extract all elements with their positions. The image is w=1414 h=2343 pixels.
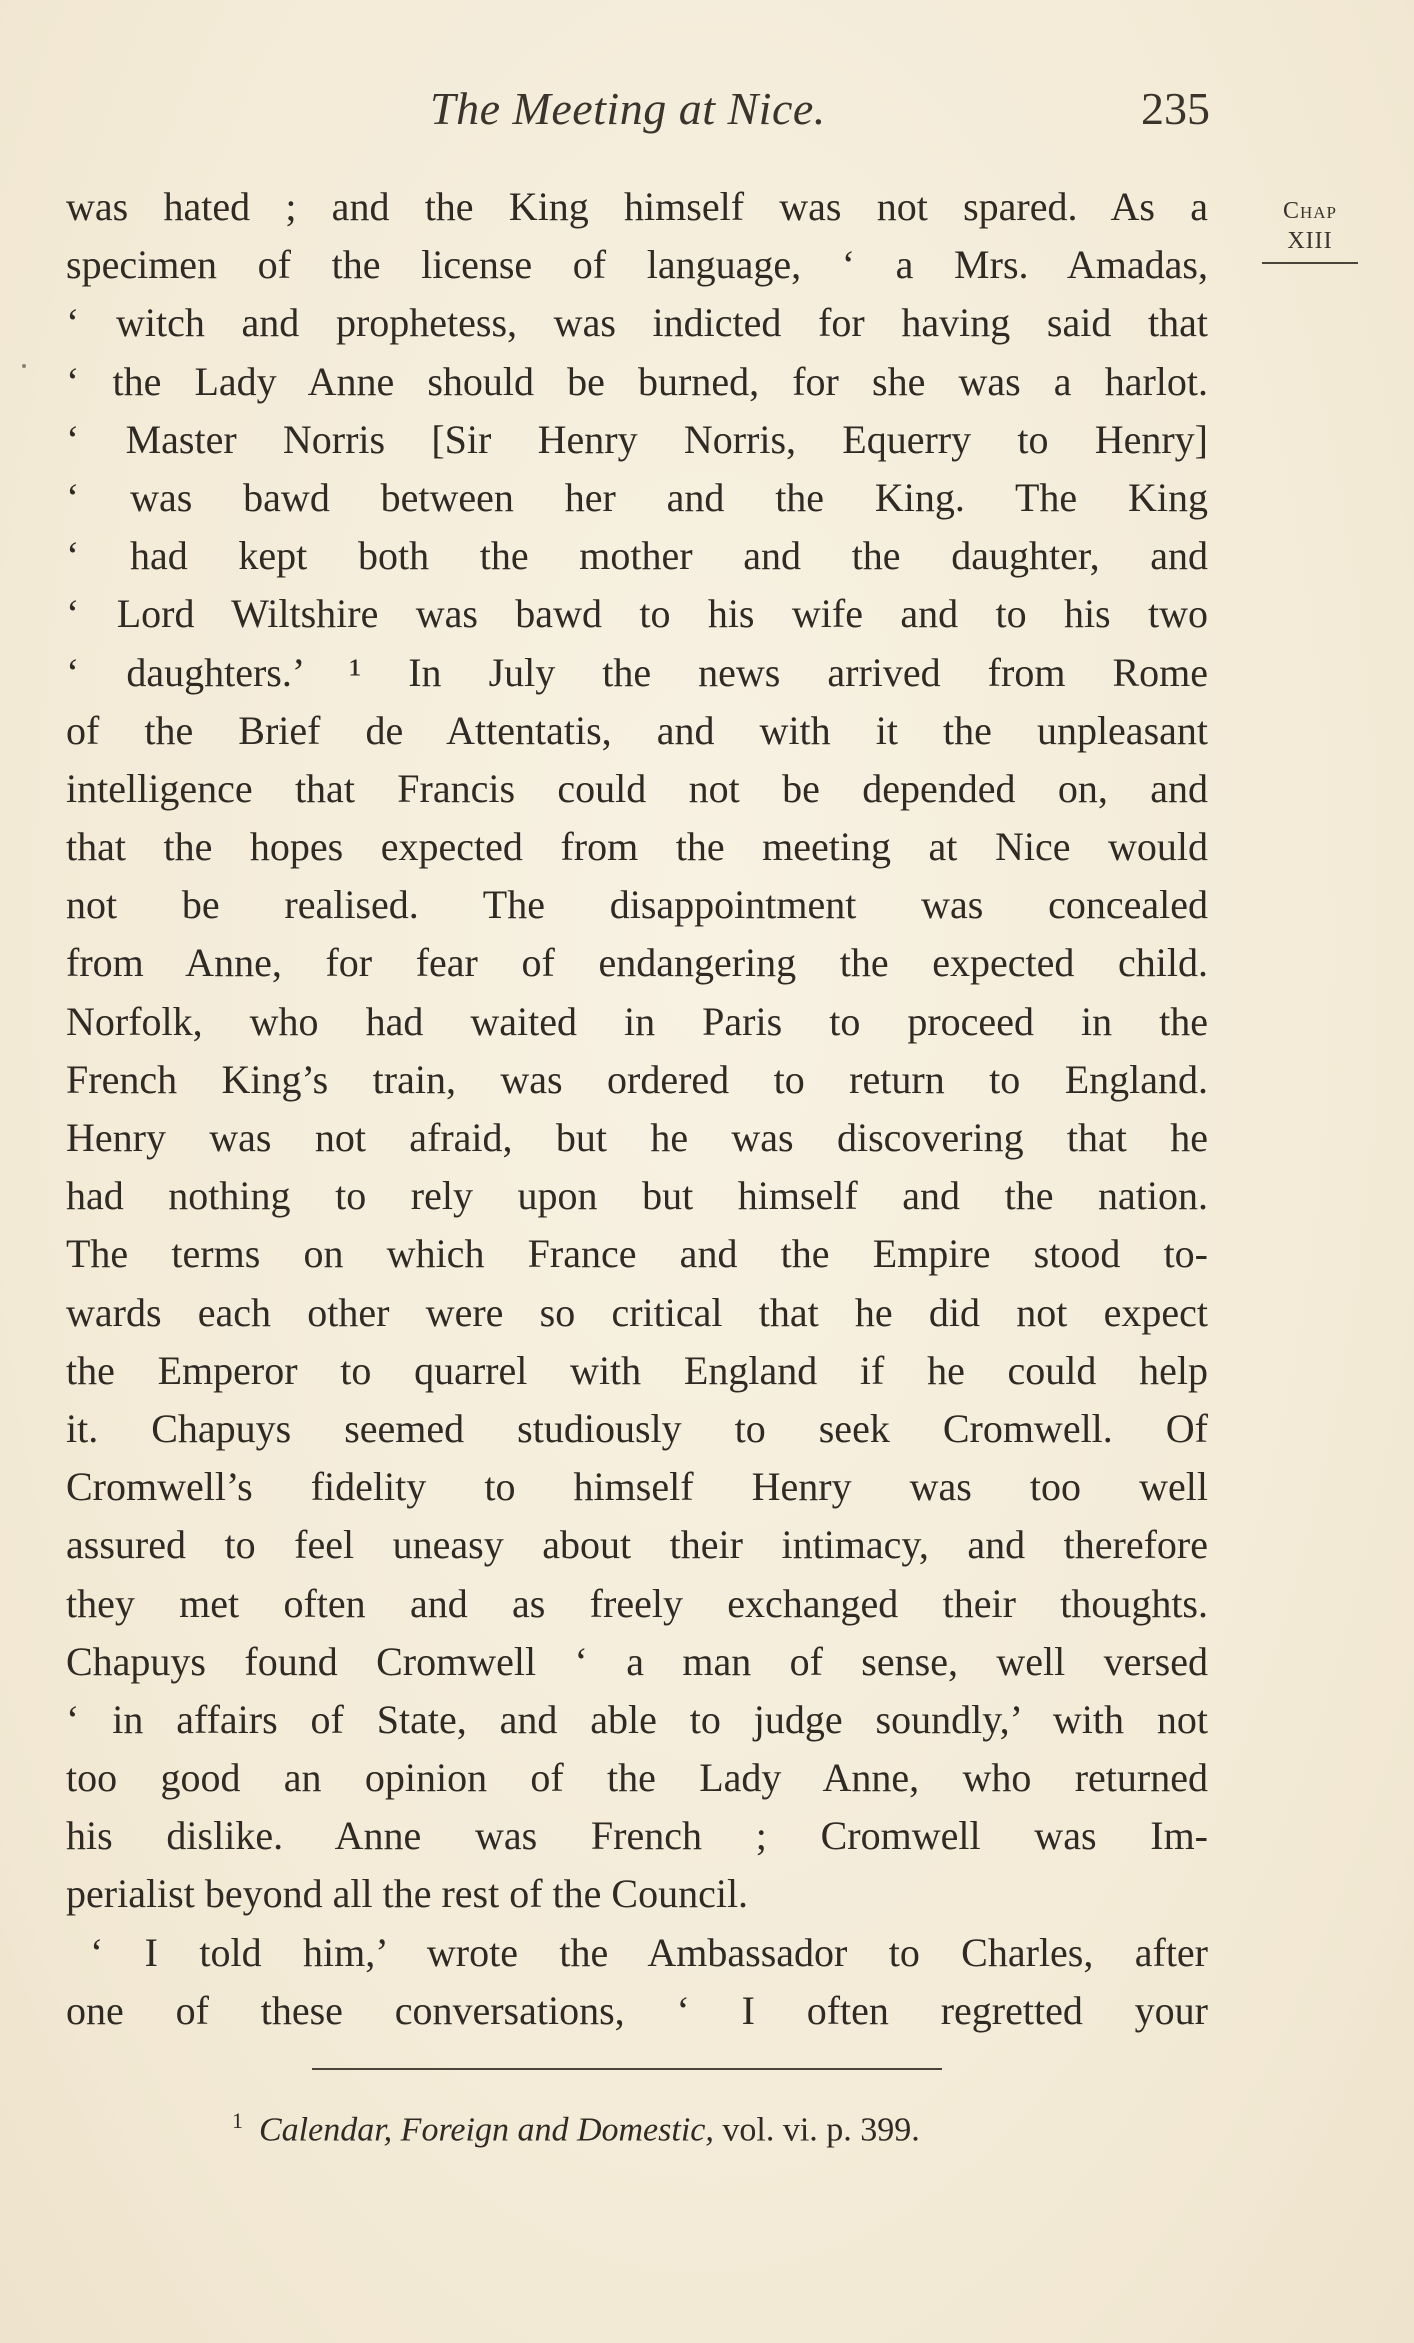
page-number: 235 xyxy=(1141,83,1210,134)
text-line: French King’s train, was ordered to return to England. xyxy=(66,1056,1208,1102)
text-line: from Anne, for fear of endangering the expected child. xyxy=(66,940,1208,986)
running-head xyxy=(60,82,1210,142)
text-line: ‘ was bawd between her and the King. The King xyxy=(66,474,1208,520)
chapter-number: XIII xyxy=(1287,228,1333,254)
text-line: one of these conversations, ‘ I often regretted your xyxy=(66,1987,1208,2033)
text-line: Chapuys found Cromwell ‘ a man of sense, well versed xyxy=(66,1638,1208,1684)
text-line: his dislike. Anne was French ; Cromwell was Im- xyxy=(66,1813,1208,1859)
text-line: they met often and as freely exchanged their thoughts. xyxy=(66,1580,1208,1626)
text-line: wards each other were so critical that he did not expect xyxy=(66,1289,1208,1335)
text-line: assured to feel uneasy about their intimacy, and therefore xyxy=(66,1522,1208,1568)
footnote-reference: vol. vi. p. 399. xyxy=(722,2111,920,2149)
text-line: of the Brief de Attentatis, and with it the unpleasant xyxy=(66,707,1208,753)
footnote xyxy=(232,2108,920,2149)
text-line: too good an opinion of the Lady Anne, who returned xyxy=(66,1755,1208,1801)
text-line: The terms on which France and the Empire stood to- xyxy=(66,1231,1208,1277)
text-line: was hated ; and the King himself was not spared. As a xyxy=(66,184,1208,229)
text-line: ‘ in affairs of State, and able to judge soundly,’ with not xyxy=(66,1696,1208,1742)
body-text xyxy=(66,178,1208,2040)
text-line: it. Chapuys seemed studiously to seek Cromwell. Of xyxy=(66,1405,1208,1451)
text-line: that the hopes expected from the meeting at Nice would xyxy=(66,824,1208,870)
text-line: perialist beyond all the rest of the Council. xyxy=(66,1871,749,1917)
text-line: had nothing to rely upon but himself and the nation. xyxy=(66,1173,1208,1219)
text-line: not be realised. The disappointment was concealed xyxy=(66,882,1208,928)
text-line: ‘ daughters.’ ¹ In July the news arrived from Rome xyxy=(66,649,1208,695)
paper-speck xyxy=(22,364,26,368)
chapter-label: Chap xyxy=(1282,198,1338,224)
footnote-title: Calendar, Foreign and Domestic, xyxy=(259,2111,714,2149)
chapter-rule xyxy=(1262,262,1358,264)
running-title: The Meeting at Nice. xyxy=(430,83,826,134)
footnote-mark: 1 xyxy=(232,2108,243,2133)
text-line: Cromwell’s fidelity to himself Henry was too well xyxy=(66,1464,1208,1510)
text-line: the Emperor to quarrel with England if he could help xyxy=(66,1347,1208,1393)
text-line: specimen of the license of language, ‘ a Mrs. Amadas, xyxy=(66,242,1208,288)
text-line: ‘ I told him,’ wrote the Ambassador to Charles, after xyxy=(90,1929,1208,1975)
text-line: Henry was not afraid, but he was discovering that he xyxy=(66,1115,1208,1160)
text-line: ‘ the Lady Anne should be burned, for she was a harlot. xyxy=(66,358,1208,404)
text-line: Norfolk, who had waited in Paris to proceed in the xyxy=(66,998,1208,1044)
footnote-rule xyxy=(312,2068,942,2070)
text-line: ‘ witch and prophetess, was indicted for having said that xyxy=(66,300,1208,346)
text-line: ‘ had kept both the mother and the daughter, and xyxy=(66,533,1208,579)
text-line: ‘ Master Norris [Sir Henry Norris, Equerry to Henry] xyxy=(66,416,1208,462)
text-line: intelligence that Francis could not be depended on, and xyxy=(66,765,1208,811)
chapter-marginal-note xyxy=(1262,196,1358,264)
text-line: ‘ Lord Wiltshire was bawd to his wife and to his two xyxy=(66,591,1208,637)
